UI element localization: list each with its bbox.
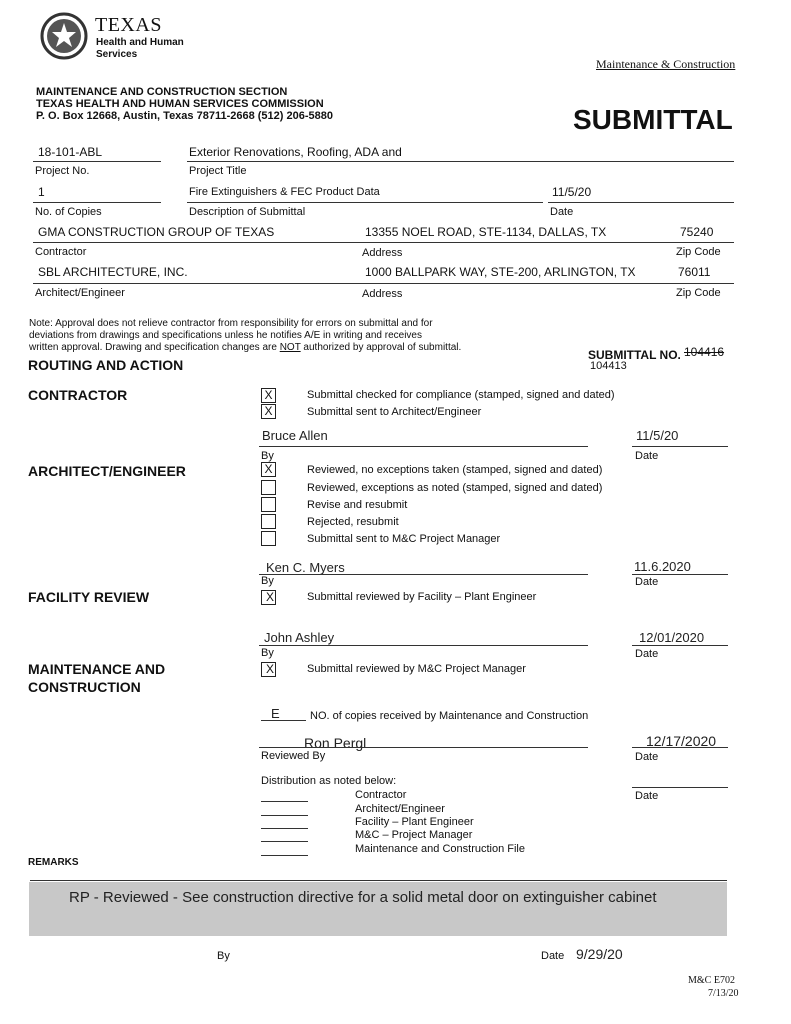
checkbox-facility[interactable]: X: [261, 590, 276, 605]
logo-line3: Services: [96, 49, 138, 60]
footer-by-label: By: [217, 950, 230, 962]
section-mc-line1: MAINTENANCE AND: [28, 661, 166, 677]
header-department: Maintenance & Construction: [596, 57, 736, 71]
distribution-item-contractor: Contractor: [355, 789, 407, 801]
checkbox-arch-no-exceptions[interactable]: X: [261, 462, 276, 477]
submittal-description-label: Description of Submittal: [189, 206, 306, 218]
form-number: M&C E702: [688, 975, 735, 986]
project-title-label: Project Title: [189, 165, 247, 177]
submittal-description: Fire Extinguishers & FEC Product Data: [189, 186, 380, 198]
architect-date-label: Date: [635, 576, 659, 588]
distribution-item-facility: Facility – Plant Engineer: [355, 816, 474, 828]
remarks-label: REMARKS: [28, 857, 79, 868]
architect-zip: 76011: [678, 265, 711, 279]
submittal-no-value: 104413: [590, 360, 627, 372]
contractor-address-label: Address: [362, 247, 403, 259]
contractor-by-value: Bruce Allen: [262, 428, 328, 443]
copies-label: No. of Copies: [35, 206, 102, 218]
distribution-item-architect: Architect/Engineer: [355, 803, 445, 815]
submittal-date: 11/5/20: [552, 185, 592, 199]
contractor-address: 13355 NOEL ROAD, STE-1134, DALLAS, TX: [365, 225, 607, 239]
distribution-title: Distribution as noted below:: [261, 775, 397, 787]
checkbox-arch-sent[interactable]: [261, 531, 276, 546]
arch-item-sent: Submittal sent to M&C Project Manager: [307, 533, 501, 545]
page-title: SUBMITTAL: [573, 104, 733, 135]
contractor-zip: 75240: [680, 225, 714, 239]
mc-reviewed-by-value: Ron Pergl: [304, 735, 367, 751]
contractor-date-label: Date: [635, 450, 659, 462]
mc-date-value: 12/17/2020: [646, 733, 717, 749]
distribution-date-label: Date: [635, 790, 659, 802]
submittal-date-label: Date: [550, 206, 574, 218]
submittal-no-struck: 104416: [684, 345, 725, 359]
hhs-logo: [40, 12, 190, 62]
contractor-zip-label: Zip Code: [676, 246, 721, 258]
contractor-item-compliance: Submittal checked for compliance (stamped, signed and dated): [307, 389, 615, 401]
architect-by-label: By: [261, 575, 274, 587]
checkbox-arch-rejected[interactable]: [261, 514, 276, 529]
architect-name: SBL ARCHITECTURE, INC.: [38, 265, 188, 279]
facility-item: Submittal reviewed by Facility – Plant Engineer: [307, 591, 537, 603]
arch-item-revise: Revise and resubmit: [307, 499, 408, 511]
note-line-3: written approval. Drawing and specification changes are NOT authorized by approval of submittal.: [29, 342, 462, 353]
checkbox-arch-exceptions-noted[interactable]: [261, 480, 276, 495]
contractor-by-label: By: [261, 450, 274, 462]
architect-zip-label: Zip Code: [676, 287, 721, 299]
note-line-1: Note: Approval does not relieve contractor from responsibility for errors on submittal and for: [29, 318, 433, 329]
mc-reviewed-by-label: Reviewed By: [261, 750, 326, 762]
project-number-label: Project No.: [35, 165, 90, 177]
footer-date-label: Date: [541, 950, 565, 962]
mc-item: Submittal reviewed by M&C Project Manager: [307, 663, 526, 675]
header-address-3: P. O. Box 12668, Austin, Texas 78711-2668 (512) 206-5880: [36, 110, 333, 122]
architect-address-label: Address: [362, 288, 403, 300]
contractor-item-sent: Submittal sent to Architect/Engineer: [307, 406, 482, 418]
architect-label: Architect/Engineer: [35, 287, 125, 299]
section-facility: FACILITY REVIEW: [28, 589, 150, 605]
project-title: Exterior Renovations, Roofing, ADA and: [189, 145, 402, 159]
remarks-text: RP - Reviewed - See construction directive for a solid metal door on extinguisher cabinet: [69, 889, 657, 906]
contractor-date-value: 11/5/20: [636, 428, 679, 443]
facility-date-label: Date: [635, 648, 659, 660]
arch-item-no-exceptions: Reviewed, no exceptions taken (stamped, signed and dated): [307, 464, 603, 476]
contractor-label: Contractor: [35, 246, 87, 258]
section-mc-line2: CONSTRUCTION: [28, 679, 141, 695]
facility-by-label: By: [261, 647, 274, 659]
project-number: 18-101-ABL: [38, 145, 103, 159]
contractor-name: GMA CONSTRUCTION GROUP OF TEXAS: [38, 225, 275, 239]
header-address-1: MAINTENANCE AND CONSTRUCTION SECTION: [36, 86, 288, 98]
section-architect: ARCHITECT/ENGINEER: [28, 463, 186, 479]
mc-date-label: Date: [635, 751, 659, 763]
distribution-item-file: Maintenance and Construction File: [355, 843, 525, 855]
architect-address: 1000 BALLPARK WAY, STE-200, ARLINGTON, TX: [365, 265, 636, 279]
checkbox-arch-revise[interactable]: [261, 497, 276, 512]
facility-date-value: 12/01/2020: [639, 630, 705, 645]
distribution-item-pm: M&C – Project Manager: [355, 829, 473, 841]
note-line-2: deviations from drawings and specifications unless he notifies A/E in writing and receives: [29, 330, 422, 341]
copies-value: 1: [38, 185, 45, 199]
header-address-2: TEXAS HEALTH AND HUMAN SERVICES COMMISSION: [36, 98, 324, 110]
arch-item-exceptions-noted: Reviewed, exceptions as noted (stamped, signed and dated): [307, 482, 603, 494]
mc-copies-value: E: [271, 706, 280, 721]
footer-date-value: 9/29/20: [576, 946, 623, 962]
section-contractor: CONTRACTOR: [28, 387, 128, 403]
form-date: 7/13/20: [708, 988, 739, 999]
checkbox-contractor-compliance[interactable]: X: [261, 388, 276, 403]
checkbox-mc[interactable]: X: [261, 662, 276, 677]
mc-copies-label: NO. of copies received by Maintenance and Construction: [310, 710, 589, 722]
architect-date-value: 11.6.2020: [634, 559, 691, 574]
checkbox-contractor-sent[interactable]: X: [261, 404, 276, 419]
texas-seal-icon: [40, 12, 88, 60]
routing-title: ROUTING AND ACTION: [28, 357, 184, 373]
facility-by-value: John Ashley: [264, 630, 335, 645]
submittal-no-label: SUBMITTAL NO.: [588, 348, 681, 362]
logo-texas: TEXAS: [95, 14, 162, 36]
arch-item-rejected: Rejected, resubmit: [307, 516, 399, 528]
architect-by-value: Ken C. Myers: [266, 560, 345, 575]
logo-line2: Health and Human: [96, 37, 184, 48]
